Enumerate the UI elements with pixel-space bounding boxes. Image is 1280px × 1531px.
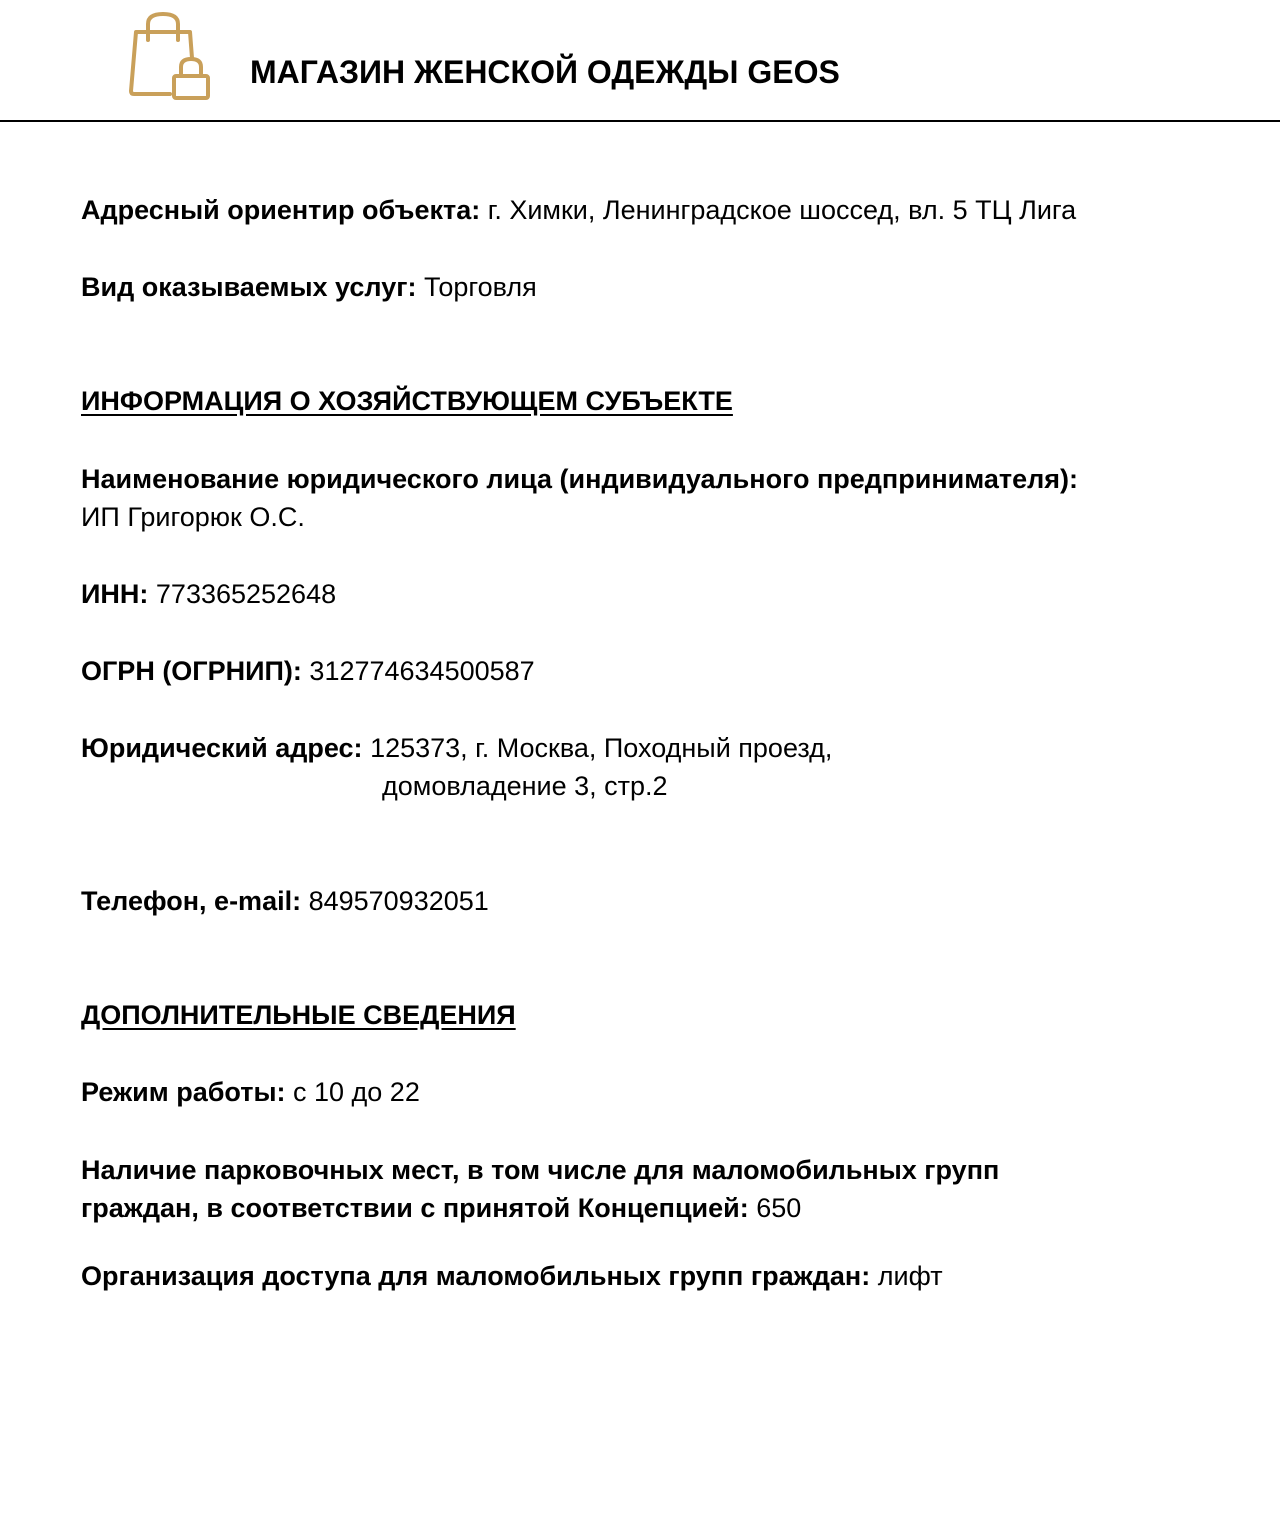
ogrn-row	[81, 652, 535, 690]
legal-address-row	[81, 729, 832, 767]
ogrn-value: 312774634500587	[301, 656, 535, 686]
inn-value: 773365252648	[148, 579, 337, 609]
page-title: МАГАЗИН ЖЕНСКОЙ ОДЕЖДЫ GEOS	[250, 54, 840, 90]
hours-value: с 10 до 22	[285, 1077, 420, 1107]
parking-label-line1: Наличие парковочных мест, в том числе для маломобильных групп	[81, 1155, 1000, 1185]
legal-address-line1: 125373, г. Москва, Походный проезд,	[362, 733, 833, 763]
contact-value: 849570932051	[301, 886, 489, 916]
hours-label: Режим работы:	[81, 1077, 286, 1107]
contact-row	[81, 882, 489, 920]
parking-label-line2: граждан, в соответствии с принятой Концепцией:	[81, 1193, 749, 1223]
access-row	[81, 1257, 943, 1295]
access-value: лифт	[870, 1261, 943, 1291]
hours-row	[81, 1073, 420, 1111]
entity-name-label: Наименование юридического лица (индивидуального предпринимателя):	[81, 464, 1078, 494]
page-header	[0, 0, 1280, 122]
services-row	[81, 268, 537, 306]
services-value: Торговля	[416, 272, 537, 302]
contact-label: Телефон, e-mail:	[81, 886, 302, 916]
address-value: г. Химки, Ленинградское шоссед, вл. 5 ТЦ Лига	[480, 195, 1077, 225]
ogrn-label: ОГРН (ОГРНИП):	[81, 656, 302, 686]
address-label: Адресный ориентир объекта:	[81, 195, 481, 225]
shopping-bag-lock-icon	[126, 10, 212, 102]
extra-section-heading: ДОПОЛНИТЕЛЬНЫЕ СВЕДЕНИЯ	[81, 1000, 516, 1030]
address-row	[81, 191, 1076, 229]
legal-address-label: Юридический адрес:	[81, 733, 363, 763]
services-label: Вид оказываемых услуг:	[81, 272, 417, 302]
legal-address-line2: домовладение 3, стр.2	[382, 771, 668, 801]
inn-row	[81, 575, 336, 613]
parking-row	[81, 1189, 801, 1227]
parking-value: 650	[748, 1193, 802, 1223]
access-label: Организация доступа для маломобильных групп граждан:	[81, 1261, 871, 1291]
entity-section-heading: ИНФОРМАЦИЯ О ХОЗЯЙСТВУЮЩЕМ СУБЪЕКТЕ	[81, 386, 733, 416]
inn-label: ИНН:	[81, 579, 149, 609]
entity-name-value: ИП Григорюк О.С.	[81, 502, 305, 532]
